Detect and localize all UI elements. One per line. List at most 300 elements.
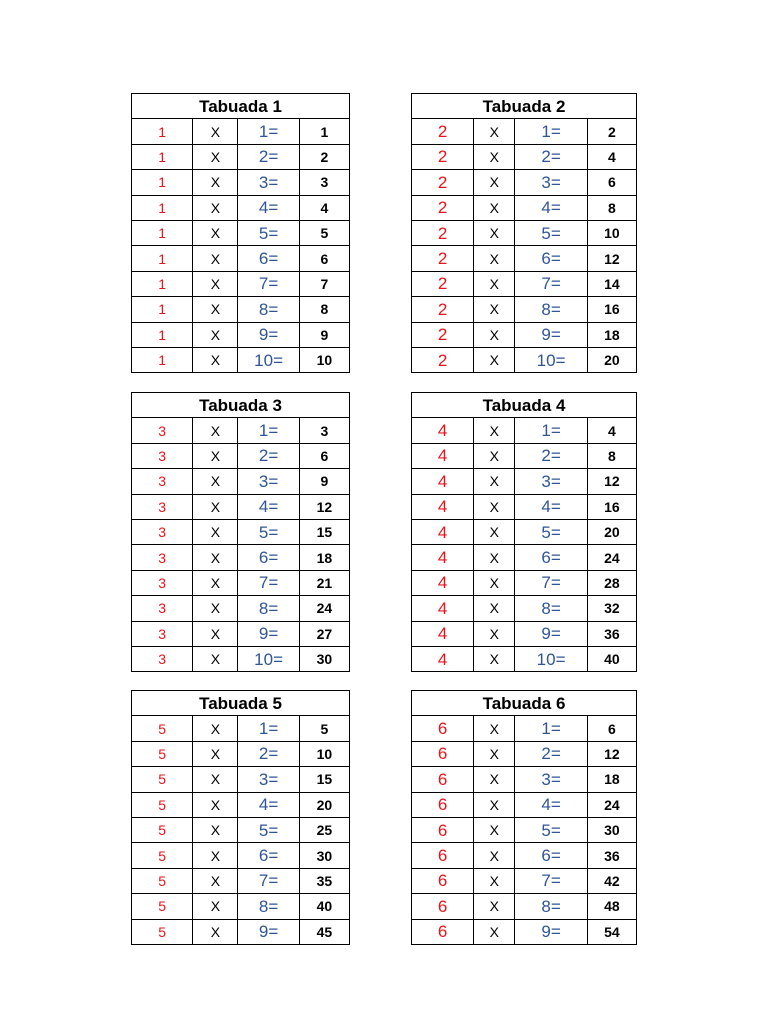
multiplier-cell: 1= bbox=[238, 119, 299, 144]
times-operator-cell: X bbox=[474, 646, 515, 671]
table-row bbox=[132, 621, 350, 646]
times-operator-cell: X bbox=[474, 494, 515, 519]
multiplier-cell: 2= bbox=[515, 741, 587, 766]
table-row bbox=[132, 195, 350, 220]
result-cell: 16 bbox=[587, 297, 636, 322]
table-row bbox=[412, 170, 637, 195]
times-operator-cell: X bbox=[474, 894, 515, 919]
base-number-cell: 6 bbox=[412, 741, 474, 766]
base-number-cell: 1 bbox=[132, 195, 193, 220]
multiplier-cell: 4= bbox=[515, 195, 587, 220]
result-cell: 2 bbox=[587, 119, 636, 144]
multiplier-cell: 5= bbox=[515, 519, 587, 544]
table-row bbox=[132, 170, 350, 195]
base-number-cell: 6 bbox=[412, 767, 474, 792]
times-operator-cell: X bbox=[474, 297, 515, 322]
result-cell: 30 bbox=[299, 646, 349, 671]
table-row bbox=[132, 144, 350, 169]
base-number-cell: 1 bbox=[132, 170, 193, 195]
times-operator-cell: X bbox=[474, 519, 515, 544]
result-cell: 40 bbox=[587, 646, 636, 671]
result-cell: 10 bbox=[299, 347, 349, 372]
multiplier-cell: 7= bbox=[515, 271, 587, 296]
times-operator-cell: X bbox=[193, 767, 238, 792]
table-row bbox=[132, 817, 350, 842]
base-number-cell: 2 bbox=[412, 246, 474, 271]
table-row bbox=[412, 144, 637, 169]
table-header-row bbox=[132, 691, 350, 716]
table-row bbox=[412, 843, 637, 868]
result-cell: 45 bbox=[299, 919, 349, 944]
times-operator-cell: X bbox=[193, 297, 238, 322]
multiplier-cell: 6= bbox=[515, 545, 587, 570]
table-row bbox=[132, 494, 350, 519]
base-number-cell: 2 bbox=[412, 144, 474, 169]
times-table-1 bbox=[131, 93, 350, 373]
table-row bbox=[412, 894, 637, 919]
result-cell: 24 bbox=[587, 545, 636, 570]
base-number-cell: 3 bbox=[132, 469, 193, 494]
base-number-cell: 3 bbox=[132, 494, 193, 519]
result-cell: 20 bbox=[299, 792, 349, 817]
result-cell: 28 bbox=[587, 570, 636, 595]
result-cell: 20 bbox=[587, 347, 636, 372]
times-operator-cell: X bbox=[474, 195, 515, 220]
multiplier-cell: 5= bbox=[515, 220, 587, 245]
times-operator-cell: X bbox=[474, 843, 515, 868]
table-row bbox=[412, 119, 637, 144]
times-operator-cell: X bbox=[474, 767, 515, 792]
multiplier-cell: 3= bbox=[238, 767, 299, 792]
table-row bbox=[132, 545, 350, 570]
result-cell: 12 bbox=[587, 741, 636, 766]
result-cell: 9 bbox=[299, 322, 349, 347]
multiplier-cell: 6= bbox=[238, 246, 299, 271]
result-cell: 10 bbox=[299, 741, 349, 766]
base-number-cell: 4 bbox=[412, 596, 474, 621]
result-cell: 12 bbox=[587, 246, 636, 271]
multiplier-cell: 4= bbox=[238, 195, 299, 220]
times-operator-cell: X bbox=[193, 919, 238, 944]
table-row bbox=[132, 646, 350, 671]
result-cell: 18 bbox=[299, 545, 349, 570]
base-number-cell: 4 bbox=[412, 418, 474, 443]
table-row bbox=[132, 894, 350, 919]
times-table-3 bbox=[131, 392, 350, 672]
result-cell: 3 bbox=[299, 170, 349, 195]
multiplier-cell: 1= bbox=[515, 716, 587, 741]
base-number-cell: 2 bbox=[412, 220, 474, 245]
table-row bbox=[132, 843, 350, 868]
table-title: Tabuada 2 bbox=[412, 94, 637, 119]
base-number-cell: 3 bbox=[132, 443, 193, 468]
table-row bbox=[412, 767, 637, 792]
table-row bbox=[132, 570, 350, 595]
result-cell: 4 bbox=[299, 195, 349, 220]
multiplier-cell: 3= bbox=[515, 469, 587, 494]
times-operator-cell: X bbox=[193, 494, 238, 519]
times-operator-cell: X bbox=[193, 646, 238, 671]
table-row bbox=[412, 246, 637, 271]
times-operator-cell: X bbox=[193, 868, 238, 893]
base-number-cell: 6 bbox=[412, 792, 474, 817]
times-operator-cell: X bbox=[193, 443, 238, 468]
multiplier-cell: 9= bbox=[238, 621, 299, 646]
result-cell: 6 bbox=[299, 246, 349, 271]
result-cell: 10 bbox=[587, 220, 636, 245]
multiplier-cell: 9= bbox=[515, 919, 587, 944]
result-cell: 16 bbox=[587, 494, 636, 519]
result-cell: 35 bbox=[299, 868, 349, 893]
table-row bbox=[132, 767, 350, 792]
multiplier-cell: 2= bbox=[515, 144, 587, 169]
base-number-cell: 4 bbox=[412, 570, 474, 595]
base-number-cell: 3 bbox=[132, 418, 193, 443]
base-number-cell: 4 bbox=[412, 621, 474, 646]
times-operator-cell: X bbox=[474, 347, 515, 372]
table-row bbox=[412, 545, 637, 570]
table-row bbox=[132, 271, 350, 296]
multiplier-cell: 3= bbox=[515, 767, 587, 792]
table-row bbox=[132, 322, 350, 347]
multiplier-cell: 8= bbox=[515, 894, 587, 919]
table-row bbox=[132, 119, 350, 144]
times-operator-cell: X bbox=[193, 570, 238, 595]
times-operator-cell: X bbox=[193, 545, 238, 570]
table-row bbox=[412, 570, 637, 595]
multiplier-cell: 3= bbox=[515, 170, 587, 195]
table-row bbox=[132, 469, 350, 494]
base-number-cell: 4 bbox=[412, 443, 474, 468]
table-row bbox=[132, 716, 350, 741]
table-title: Tabuada 6 bbox=[412, 691, 637, 716]
multiplier-cell: 7= bbox=[238, 570, 299, 595]
table-title: Tabuada 4 bbox=[412, 393, 637, 418]
result-cell: 8 bbox=[587, 443, 636, 468]
table-header-row bbox=[132, 94, 350, 119]
times-operator-cell: X bbox=[474, 817, 515, 842]
result-cell: 36 bbox=[587, 843, 636, 868]
base-number-cell: 5 bbox=[132, 894, 193, 919]
base-number-cell: 3 bbox=[132, 646, 193, 671]
result-cell: 9 bbox=[299, 469, 349, 494]
times-operator-cell: X bbox=[193, 894, 238, 919]
result-cell: 4 bbox=[587, 144, 636, 169]
table-row bbox=[412, 519, 637, 544]
multiplier-cell: 6= bbox=[515, 843, 587, 868]
base-number-cell: 5 bbox=[132, 716, 193, 741]
result-cell: 42 bbox=[587, 868, 636, 893]
times-table-5 bbox=[131, 690, 350, 945]
table-title: Tabuada 5 bbox=[132, 691, 350, 716]
times-operator-cell: X bbox=[193, 322, 238, 347]
times-operator-cell: X bbox=[474, 322, 515, 347]
multiplier-cell: 6= bbox=[515, 246, 587, 271]
times-operator-cell: X bbox=[474, 792, 515, 817]
times-operator-cell: X bbox=[474, 741, 515, 766]
result-cell: 2 bbox=[299, 144, 349, 169]
result-cell: 6 bbox=[587, 716, 636, 741]
table-row bbox=[412, 297, 637, 322]
multiplier-cell: 2= bbox=[238, 443, 299, 468]
base-number-cell: 1 bbox=[132, 322, 193, 347]
table-row bbox=[132, 297, 350, 322]
multiplier-cell: 5= bbox=[238, 220, 299, 245]
table-row bbox=[412, 621, 637, 646]
base-number-cell: 5 bbox=[132, 817, 193, 842]
result-cell: 5 bbox=[299, 716, 349, 741]
result-cell: 24 bbox=[299, 596, 349, 621]
base-number-cell: 1 bbox=[132, 220, 193, 245]
base-number-cell: 4 bbox=[412, 469, 474, 494]
times-operator-cell: X bbox=[474, 144, 515, 169]
base-number-cell: 2 bbox=[412, 119, 474, 144]
multiplier-cell: 7= bbox=[238, 868, 299, 893]
multiplier-cell: 5= bbox=[238, 817, 299, 842]
base-number-cell: 1 bbox=[132, 347, 193, 372]
result-cell: 25 bbox=[299, 817, 349, 842]
times-operator-cell: X bbox=[193, 246, 238, 271]
times-operator-cell: X bbox=[193, 621, 238, 646]
times-operator-cell: X bbox=[193, 596, 238, 621]
table-header-row bbox=[412, 94, 637, 119]
table-row bbox=[132, 418, 350, 443]
times-operator-cell: X bbox=[193, 817, 238, 842]
multiplier-cell: 1= bbox=[238, 716, 299, 741]
base-number-cell: 3 bbox=[132, 545, 193, 570]
times-operator-cell: X bbox=[474, 596, 515, 621]
table-row bbox=[132, 792, 350, 817]
multiplier-cell: 7= bbox=[515, 868, 587, 893]
table-row bbox=[412, 195, 637, 220]
times-operator-cell: X bbox=[193, 792, 238, 817]
table-header-row bbox=[412, 393, 637, 418]
multiplier-cell: 9= bbox=[515, 621, 587, 646]
multiplier-cell: 9= bbox=[238, 919, 299, 944]
times-operator-cell: X bbox=[193, 119, 238, 144]
times-operator-cell: X bbox=[474, 570, 515, 595]
table-row bbox=[412, 716, 637, 741]
base-number-cell: 1 bbox=[132, 119, 193, 144]
result-cell: 48 bbox=[587, 894, 636, 919]
times-table-6 bbox=[411, 690, 637, 945]
base-number-cell: 1 bbox=[132, 246, 193, 271]
times-operator-cell: X bbox=[193, 170, 238, 195]
result-cell: 21 bbox=[299, 570, 349, 595]
times-operator-cell: X bbox=[193, 195, 238, 220]
result-cell: 6 bbox=[299, 443, 349, 468]
result-cell: 7 bbox=[299, 271, 349, 296]
table-row bbox=[132, 868, 350, 893]
table-header-row bbox=[132, 393, 350, 418]
table-row bbox=[412, 596, 637, 621]
base-number-cell: 3 bbox=[132, 519, 193, 544]
times-operator-cell: X bbox=[193, 843, 238, 868]
multiplier-cell: 6= bbox=[238, 843, 299, 868]
base-number-cell: 4 bbox=[412, 494, 474, 519]
result-cell: 4 bbox=[587, 418, 636, 443]
table-row bbox=[412, 817, 637, 842]
times-table-2 bbox=[411, 93, 637, 373]
result-cell: 8 bbox=[587, 195, 636, 220]
result-cell: 15 bbox=[299, 519, 349, 544]
base-number-cell: 2 bbox=[412, 170, 474, 195]
base-number-cell: 5 bbox=[132, 919, 193, 944]
base-number-cell: 6 bbox=[412, 894, 474, 919]
base-number-cell: 6 bbox=[412, 843, 474, 868]
base-number-cell: 5 bbox=[132, 868, 193, 893]
base-number-cell: 2 bbox=[412, 271, 474, 296]
base-number-cell: 5 bbox=[132, 741, 193, 766]
table-row bbox=[132, 246, 350, 271]
table-row bbox=[412, 347, 637, 372]
times-operator-cell: X bbox=[474, 469, 515, 494]
table-row bbox=[132, 919, 350, 944]
table-row bbox=[132, 741, 350, 766]
result-cell: 27 bbox=[299, 621, 349, 646]
times-operator-cell: X bbox=[474, 868, 515, 893]
table-title: Tabuada 1 bbox=[132, 94, 350, 119]
base-number-cell: 2 bbox=[412, 297, 474, 322]
result-cell: 15 bbox=[299, 767, 349, 792]
times-table-4 bbox=[411, 392, 637, 672]
result-cell: 20 bbox=[587, 519, 636, 544]
base-number-cell: 4 bbox=[412, 545, 474, 570]
multiplier-cell: 8= bbox=[515, 596, 587, 621]
multiplier-cell: 7= bbox=[515, 570, 587, 595]
table-row bbox=[412, 443, 637, 468]
multiplier-cell: 10= bbox=[238, 646, 299, 671]
multiplier-cell: 4= bbox=[238, 494, 299, 519]
table-row bbox=[132, 347, 350, 372]
times-operator-cell: X bbox=[474, 716, 515, 741]
result-cell: 5 bbox=[299, 220, 349, 245]
times-operator-cell: X bbox=[193, 220, 238, 245]
times-operator-cell: X bbox=[474, 919, 515, 944]
table-row bbox=[412, 322, 637, 347]
times-operator-cell: X bbox=[474, 119, 515, 144]
table-header-row bbox=[412, 691, 637, 716]
result-cell: 12 bbox=[587, 469, 636, 494]
times-operator-cell: X bbox=[474, 271, 515, 296]
times-operator-cell: X bbox=[474, 621, 515, 646]
multiplier-cell: 8= bbox=[515, 297, 587, 322]
multiplier-cell: 8= bbox=[238, 297, 299, 322]
table-row bbox=[412, 741, 637, 766]
base-number-cell: 2 bbox=[412, 195, 474, 220]
result-cell: 18 bbox=[587, 322, 636, 347]
multiplier-cell: 2= bbox=[238, 741, 299, 766]
base-number-cell: 4 bbox=[412, 646, 474, 671]
times-operator-cell: X bbox=[474, 170, 515, 195]
result-cell: 24 bbox=[587, 792, 636, 817]
times-operator-cell: X bbox=[474, 443, 515, 468]
base-number-cell: 3 bbox=[132, 621, 193, 646]
multiplier-cell: 2= bbox=[515, 443, 587, 468]
table-row bbox=[412, 868, 637, 893]
result-cell: 40 bbox=[299, 894, 349, 919]
table-row bbox=[412, 792, 637, 817]
times-operator-cell: X bbox=[193, 519, 238, 544]
table-row bbox=[132, 220, 350, 245]
result-cell: 18 bbox=[587, 767, 636, 792]
base-number-cell: 2 bbox=[412, 322, 474, 347]
base-number-cell: 3 bbox=[132, 570, 193, 595]
result-cell: 54 bbox=[587, 919, 636, 944]
table-title: Tabuada 3 bbox=[132, 393, 350, 418]
result-cell: 8 bbox=[299, 297, 349, 322]
base-number-cell: 2 bbox=[412, 347, 474, 372]
multiplier-cell: 10= bbox=[238, 347, 299, 372]
result-cell: 32 bbox=[587, 596, 636, 621]
result-cell: 12 bbox=[299, 494, 349, 519]
multiplier-cell: 4= bbox=[238, 792, 299, 817]
table-row bbox=[132, 519, 350, 544]
base-number-cell: 3 bbox=[132, 596, 193, 621]
base-number-cell: 5 bbox=[132, 767, 193, 792]
base-number-cell: 4 bbox=[412, 519, 474, 544]
table-row bbox=[412, 469, 637, 494]
multiplier-cell: 10= bbox=[515, 646, 587, 671]
multiplier-cell: 1= bbox=[515, 119, 587, 144]
table-row bbox=[412, 919, 637, 944]
times-operator-cell: X bbox=[474, 545, 515, 570]
times-operator-cell: X bbox=[474, 246, 515, 271]
result-cell: 14 bbox=[587, 271, 636, 296]
times-operator-cell: X bbox=[193, 347, 238, 372]
result-cell: 3 bbox=[299, 418, 349, 443]
base-number-cell: 6 bbox=[412, 919, 474, 944]
times-operator-cell: X bbox=[193, 469, 238, 494]
times-operator-cell: X bbox=[193, 144, 238, 169]
result-cell: 30 bbox=[299, 843, 349, 868]
multiplier-cell: 4= bbox=[515, 494, 587, 519]
multiplier-cell: 5= bbox=[515, 817, 587, 842]
multiplier-cell: 1= bbox=[515, 418, 587, 443]
multiplier-cell: 9= bbox=[515, 322, 587, 347]
multiplier-cell: 8= bbox=[238, 596, 299, 621]
base-number-cell: 1 bbox=[132, 297, 193, 322]
table-row bbox=[412, 271, 637, 296]
base-number-cell: 6 bbox=[412, 868, 474, 893]
times-operator-cell: X bbox=[474, 418, 515, 443]
multiplier-cell: 7= bbox=[238, 271, 299, 296]
times-operator-cell: X bbox=[193, 418, 238, 443]
result-cell: 30 bbox=[587, 817, 636, 842]
multiplier-cell: 9= bbox=[238, 322, 299, 347]
base-number-cell: 1 bbox=[132, 144, 193, 169]
table-row bbox=[412, 494, 637, 519]
result-cell: 6 bbox=[587, 170, 636, 195]
multiplier-cell: 3= bbox=[238, 469, 299, 494]
multiplier-cell: 6= bbox=[238, 545, 299, 570]
multiplier-cell: 1= bbox=[238, 418, 299, 443]
base-number-cell: 1 bbox=[132, 271, 193, 296]
base-number-cell: 6 bbox=[412, 716, 474, 741]
base-number-cell: 6 bbox=[412, 817, 474, 842]
multiplier-cell: 3= bbox=[238, 170, 299, 195]
multiplier-cell: 10= bbox=[515, 347, 587, 372]
multiplier-cell: 5= bbox=[238, 519, 299, 544]
table-row bbox=[412, 418, 637, 443]
table-row bbox=[132, 596, 350, 621]
result-cell: 36 bbox=[587, 621, 636, 646]
table-row bbox=[132, 443, 350, 468]
result-cell: 1 bbox=[299, 119, 349, 144]
base-number-cell: 5 bbox=[132, 843, 193, 868]
base-number-cell: 5 bbox=[132, 792, 193, 817]
times-operator-cell: X bbox=[193, 741, 238, 766]
